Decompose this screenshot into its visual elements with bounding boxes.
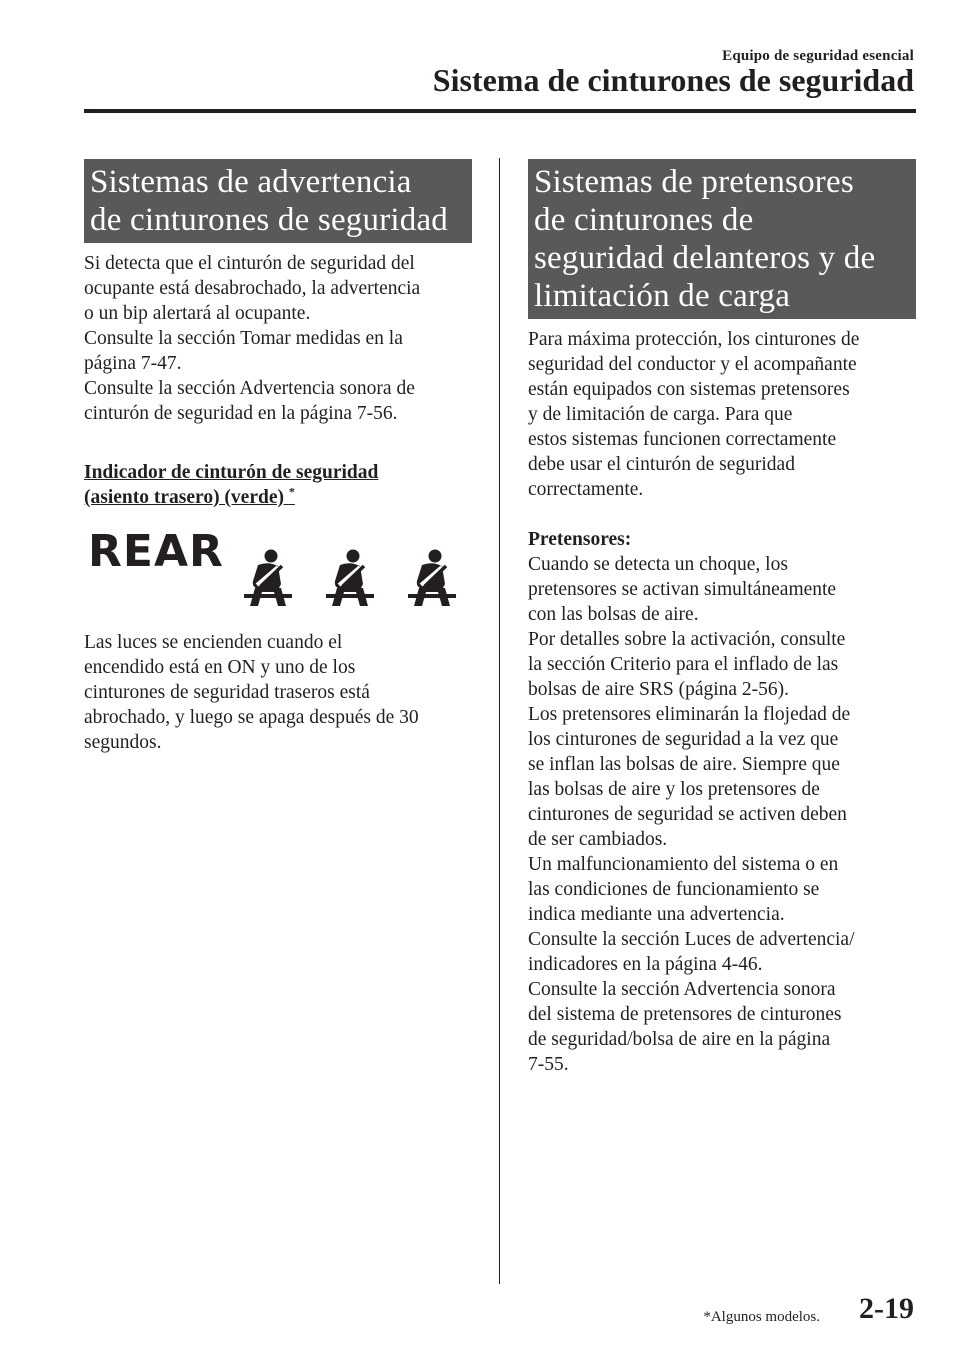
seatbelt-icon (238, 548, 298, 610)
left-column (84, 159, 472, 755)
text-line: las condiciones de funcionamiento se (528, 879, 820, 900)
seatbelt-icon (320, 548, 380, 610)
heading-line: de cinturones de (534, 202, 754, 238)
rear-label: REAR (88, 526, 224, 577)
text-line: de seguridad/bolsa de aire en la página (528, 1029, 831, 1050)
header-rule (84, 109, 916, 113)
text-line: la sección Criterio para el inflado de las (528, 654, 839, 675)
page-header-title: Sistema de cinturones de seguridad (432, 62, 914, 98)
text-line: 7-55. (528, 1054, 569, 1075)
subheading-line (84, 485, 472, 510)
text-line: cinturones de seguridad se activen deben (528, 804, 847, 825)
page-number: 2-19 (859, 1292, 914, 1325)
text-line: abrochado, y luego se apaga después de 30 (84, 707, 419, 728)
text-line: se inflan las bolsas de aire. Siempre que (528, 754, 840, 775)
text-line: están equipados con sistemas pretensores (528, 379, 850, 400)
section-heading-pretensioners (528, 159, 916, 319)
subheading-text: (asiento trasero) (verde) (84, 487, 289, 508)
heading-line: Sistemas de advertencia (90, 164, 412, 200)
column-divider (499, 158, 500, 1284)
rear-indicator-heading (84, 460, 472, 510)
pretensioners-label: Pretensores: (528, 529, 632, 550)
section-heading-warning (84, 159, 472, 243)
text-line: las bolsas de aire y los pretensores de (528, 779, 820, 800)
text-line: ocupante está desabrochado, la advertencia (84, 278, 421, 299)
text-line: Consulte la sección Tomar medidas en la (84, 328, 403, 349)
text-line: con las bolsas de aire. (528, 604, 699, 625)
text-line: encendido está en ON y uno de los (84, 657, 356, 678)
heading-line: de cinturones de seguridad (90, 202, 449, 238)
pretensioner-intro (528, 327, 916, 502)
text-line: indica mediante una advertencia. (528, 904, 785, 925)
text-line: página 7-47. (84, 353, 182, 374)
text-line: los cinturones de seguridad a la vez que (528, 729, 839, 750)
text-line: debe usar el cinturón de seguridad (528, 454, 795, 475)
text-line: o un bip alertará al ocupante. (84, 303, 311, 324)
text-line: bolsas de aire SRS (página 2-56). (528, 679, 790, 700)
page-header-subtitle: Equipo de seguridad esencial (722, 48, 914, 64)
rear-indicator-graphic (84, 524, 472, 616)
text-line: pretensores se activan simultáneamente (528, 579, 837, 600)
footnote-mark: * (288, 484, 295, 499)
text-line: indicadores en la página 4-46. (528, 954, 763, 975)
heading-line: Sistemas de pretensores (534, 164, 854, 200)
text-line: seguridad del conductor y el acompañante (528, 354, 857, 375)
rear-indicator-body (84, 630, 472, 755)
text-line: Cuando se detecta un choque, los (528, 554, 788, 575)
text-line: Para máxima protección, los cinturones de (528, 329, 860, 350)
footnote: *Algunos modelos. (703, 1309, 820, 1325)
text-line: Los pretensores eliminarán la flojedad de (528, 704, 851, 725)
text-line: y de limitación de carga. Para que (528, 404, 793, 425)
text-line: segundos. (84, 732, 162, 753)
seatbelt-icon (402, 548, 462, 610)
heading-line: limitación de carga (534, 278, 791, 314)
text-line: Consulte la sección Advertencia sonora de (84, 378, 415, 399)
text-line: Las luces se encienden cuando el (84, 632, 343, 653)
warning-intro (84, 251, 472, 426)
heading-line: seguridad delanteros y de (534, 240, 876, 276)
right-column (528, 159, 916, 1077)
text-line: de ser cambiados. (528, 829, 668, 850)
text-line: estos sistemas funcionen correctamente (528, 429, 837, 450)
text-line: cinturón de seguridad en la página 7-56. (84, 403, 398, 424)
text-line: Consulte la sección Luces de advertencia/ (528, 929, 855, 950)
pretensioner-body (528, 552, 916, 1077)
text-line: Por detalles sobre la activación, consulte (528, 629, 846, 650)
text-line: correctamente. (528, 479, 644, 500)
text-line: del sistema de pretensores de cinturones (528, 1004, 842, 1025)
text-line: Si detecta que el cinturón de seguridad del (84, 253, 415, 274)
text-line: Un malfuncionamiento del sistema o en (528, 854, 839, 875)
subheading-line: Indicador de cinturón de seguridad (84, 462, 379, 483)
text-line: Consulte la sección Advertencia sonora (528, 979, 836, 1000)
text-line: cinturones de seguridad traseros está (84, 682, 370, 703)
